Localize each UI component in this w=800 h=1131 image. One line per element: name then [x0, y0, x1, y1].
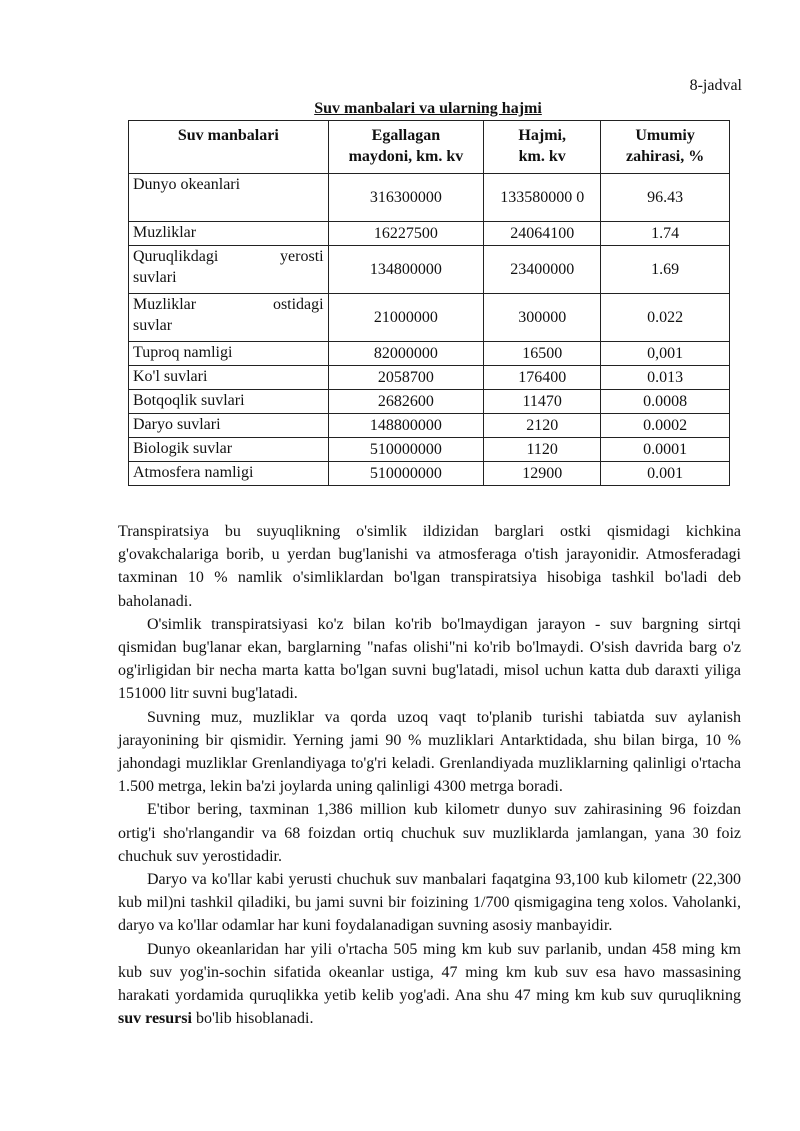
row-area: 16227500	[328, 222, 484, 246]
row-share: 0.0008	[601, 390, 730, 414]
header-area	[328, 121, 484, 174]
row-area: 82000000	[328, 342, 484, 366]
header-share-line1: Umumiy	[635, 127, 695, 144]
table-row	[129, 390, 730, 414]
table-title: Suv manbalari va ularning hajmi	[314, 100, 542, 117]
row-volume: 23400000	[484, 246, 601, 294]
row-area: 510000000	[328, 438, 484, 462]
table-row	[129, 294, 730, 342]
row-area: 134800000	[328, 246, 484, 294]
header-source-label: Suv manbalari	[177, 127, 279, 144]
row-area: 148800000	[328, 414, 484, 438]
header-area-line1: Egallagan	[371, 127, 441, 144]
table-row	[129, 174, 730, 222]
body-text	[118, 520, 741, 1030]
header-source	[129, 121, 329, 174]
table-row	[129, 366, 730, 390]
row-volume: 300000	[484, 294, 601, 342]
table-row	[129, 246, 730, 294]
row-share: 0.0001	[601, 438, 730, 462]
row-name: Botqoqlik suvlari	[129, 390, 329, 414]
header-volume-line1: Hajmi,	[518, 127, 566, 144]
row-name-line1: Quruqlikdagi yerosti	[133, 248, 324, 265]
paragraph-text: Dunyo okeanlaridan har yili o'rtacha 505 ming km kub suv parlanib, undan 458 ming km kub suv yog'in-sochin sifatida okeanlar ustiga, 47 ming km kub suv esa havo massasining harakati yordamida quruqlikka yetib kelib yog'adi. Ana shu 47 ming km kub suv quruqlikning	[118, 940, 741, 1005]
row-name: Biologik suvlar	[129, 438, 329, 462]
row-share: 0.0002	[601, 414, 730, 438]
table-number-label: 8-jadval	[689, 77, 742, 94]
row-share: 0.001	[601, 462, 730, 486]
paragraph: Transpiratsiya bu suyuqlikning o'simlik ildizidan barglari ostki qismidagi kichkina g'ovakchalariga borib, u yerdan bug'lanishi va atmosferaga o'tish jarayonidir. Atmosferadagi taxminan 10 % namlik o'simliklardan bo'lgan transpiratsiya hisobiga tashkil bo'ladi deb baholanadi.	[118, 523, 741, 610]
row-name: Muzliklar	[129, 222, 329, 246]
row-share: 1.69	[601, 246, 730, 294]
row-area: 510000000	[328, 462, 484, 486]
table-row	[129, 342, 730, 366]
table-row	[129, 414, 730, 438]
row-volume: 24064100	[484, 222, 601, 246]
row-volume: 2120	[484, 414, 601, 438]
row-area: 2682600	[328, 390, 484, 414]
paragraph: Suvning muz, muzliklar va qorda uzoq vaqt to'planib turishi tabiatda suv aylanish jarayonining bir qismidir. Yerning jami 90 % muzliklari Antarktidada, shu bilan birga, 10 % jahondagi muzliklar Grenlandiyaga to'g'ri keladi. Grenlandiyada muzliklarning qalinligi o'rtacha 1.500 metrga, lekin ba'zi joylarda uning qalinligi 4300 metrga boradi.	[118, 708, 741, 796]
row-name-multiline	[129, 294, 329, 342]
paragraph-last	[118, 938, 741, 1031]
row-share: 0.013	[601, 366, 730, 390]
row-volume: 16500	[484, 342, 601, 366]
header-share-line2: zahirasi, %	[625, 148, 705, 165]
row-name: Ko'l suvlari	[129, 366, 329, 390]
row-area: 21000000	[328, 294, 484, 342]
table-row	[129, 438, 730, 462]
row-volume: 11470	[484, 390, 601, 414]
table-header-row	[129, 121, 730, 174]
paragraph-text-end: bo'lib hisoblanadi.	[191, 1010, 314, 1028]
paragraph: E'tibor bering, taxminan 1,386 million kub kilometr dunyo suv zahirasining 96 foizdan ortig'i sho'rlangandir va 68 foizdan ortiq chuchuk suv muzliklarda jamlangan, yana 30 foiz chuchuk suv yerostidadir.	[118, 801, 741, 865]
row-name: Daryo suvlari	[129, 414, 329, 438]
row-name: Dunyo okeanlari	[129, 174, 329, 222]
row-name: Tuproq namligi	[129, 342, 329, 366]
paragraph: Daryo va ko'llar kabi yerusti chuchuk suv manbalari faqatgina 93,100 kub kilometr (22,300 kub mil)ni tashkil qiladiki, bu jami suvni bir foizining 1/700 qismigagina teng xolos. Vaholanki, daryo va ko'llar odamlar har kuni foydalanadigan suvning asosiy manbayidir.	[118, 871, 741, 935]
header-share	[601, 121, 730, 174]
header-area-line2: maydoni, km. kv	[348, 148, 464, 165]
row-share: 0.022	[601, 294, 730, 342]
row-share: 1.74	[601, 222, 730, 246]
row-volume: 1120	[484, 438, 601, 462]
row-share: 96.43	[601, 174, 730, 222]
row-volume: 176400	[484, 366, 601, 390]
paragraph: O'simlik transpiratsiyasi ko'z bilan ko'rib bo'lmaydigan jarayon - suv bargning sirtqi qismidan bug'lanar ekan, barglarning "nafas olishi"ni ko'rib bo'lmaydi. O'sish davrida barg o'z og'irligidan bir necha marta katta bo'lgan suvni bug'latadi, misol uchun katta dub daraxti yiliga 151000 litr suvni bug'latadi.	[118, 615, 741, 703]
row-name-line1: Muzliklar ostidagi	[133, 296, 324, 313]
row-name-multiline	[129, 246, 329, 294]
row-volume: 12900	[484, 462, 601, 486]
table-row	[129, 462, 730, 486]
row-area: 316300000	[328, 174, 484, 222]
water-sources-table	[128, 120, 730, 486]
row-share: 0,001	[601, 342, 730, 366]
header-volume-line2: km. kv	[518, 148, 566, 165]
header-volume	[484, 121, 601, 174]
row-area: 2058700	[328, 366, 484, 390]
row-volume: 133580000 0	[484, 174, 601, 222]
row-name: Atmosfera namligi	[129, 462, 329, 486]
bold-term: suv resursi	[118, 1010, 192, 1028]
table-row	[129, 222, 730, 246]
row-name-line2: suvlar	[133, 317, 173, 334]
row-name-line2: suvlari	[133, 269, 177, 286]
